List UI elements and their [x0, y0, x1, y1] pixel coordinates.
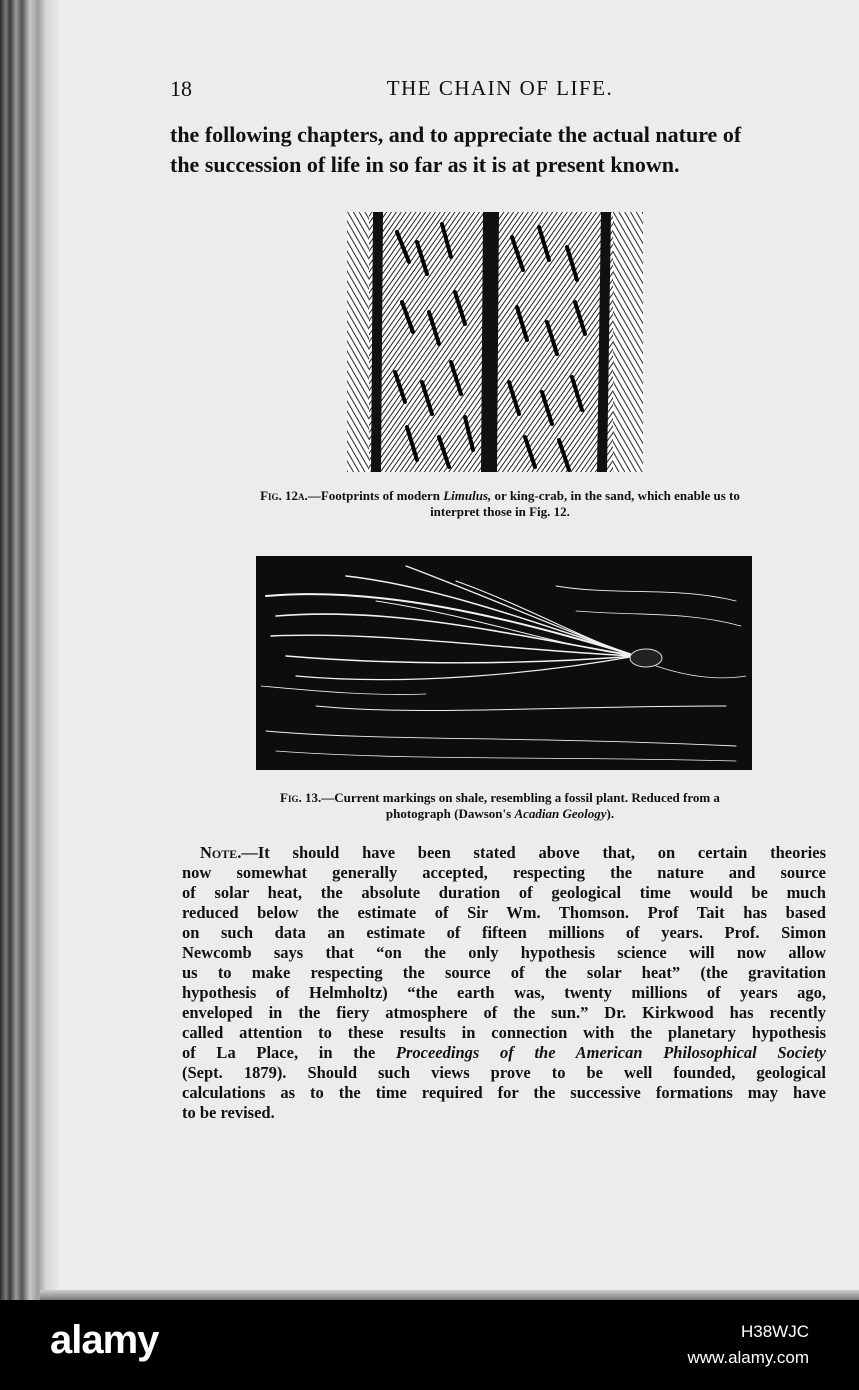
note-line: reduced below the estimate of Sir Wm. Thomson. Prof Tait has based [182, 903, 826, 922]
footnote [182, 843, 826, 1123]
page-header [170, 76, 830, 106]
note-line: to be revised. [182, 1103, 275, 1122]
running-head: THE CHAIN OF LIFE. [386, 76, 614, 100]
figure-12a-caption [170, 488, 830, 520]
note-line: (Sept. 1879). Should such views prove to be well founded, geological [182, 1063, 826, 1082]
alamy-logo: alamy [50, 1318, 159, 1362]
note-text: of La Place, in the [182, 1043, 396, 1062]
note-line [182, 1043, 826, 1063]
caption-text: interpret those in Fig. 12. [430, 504, 570, 519]
note-line: hypothesis of Helmholtz) “the earth was, twenty millions of years ago, [182, 983, 826, 1002]
page-stack-edge [0, 0, 58, 1300]
figure-13-shale-markings [256, 556, 752, 770]
figure-13-caption [170, 790, 830, 822]
note-line: enveloped in the fiery atmosphere of the sun.” Dr. Kirkwood has recently [182, 1003, 826, 1022]
body-line: the following chapters, and to appreciate the actual nature of [170, 122, 742, 147]
figure-label: Fig. 12a. [260, 488, 308, 503]
note-line [182, 843, 826, 863]
caption-italic: Limulus, [443, 488, 492, 503]
note-line: us to make respecting the source of the solar heat” (the gravitation [182, 963, 826, 982]
page-number: 18 [170, 76, 192, 101]
note-line: calculations as to the time required for the successive formations may have [182, 1083, 826, 1102]
caption-text: photograph (Dawson's [385, 806, 515, 821]
watermark-url: www.alamy.com [687, 1348, 809, 1367]
figure-12a-limulus-footprints [347, 212, 643, 472]
caption-text: —Current markings on shale, resembling a fossil plant. Reduced from a [321, 790, 720, 805]
woodcut-footprints-illustration [347, 212, 643, 472]
figure-label: Fig. 13. [280, 790, 322, 805]
note-line: Newcomb says that “on the only hypothesis science will now allow [182, 943, 826, 962]
caption-text: ). [606, 806, 615, 821]
note-line: of solar heat, the absolute duration of geological time would be much [182, 883, 826, 902]
note-label: Note. [200, 843, 242, 862]
note-line: called attention to these results in connection with the planetary hypothesis [182, 1023, 826, 1042]
caption-text: —Footprints of modern [307, 488, 444, 503]
caption-text: or king-crab, in the sand, which enable us to [491, 488, 740, 503]
image-id: H38WJC [740, 1322, 809, 1341]
body-line: the succession of life in so far as it is at present known. [170, 152, 680, 177]
page-bottom-edge [40, 1290, 859, 1300]
caption-italic: Acadian Geology [514, 806, 607, 821]
woodcut-shale-illustration [256, 556, 752, 770]
note-line: now somewhat generally accepted, respecting the nature and source [182, 863, 826, 882]
note-text: —It should have been stated above that, on certain theories [241, 843, 826, 862]
note-line: on such data an estimate of fifteen millions of years. Prof. Simon [182, 923, 826, 942]
note-italic: Proceedings of the American Philosophical Society [395, 1043, 826, 1062]
body-text [170, 120, 820, 180]
